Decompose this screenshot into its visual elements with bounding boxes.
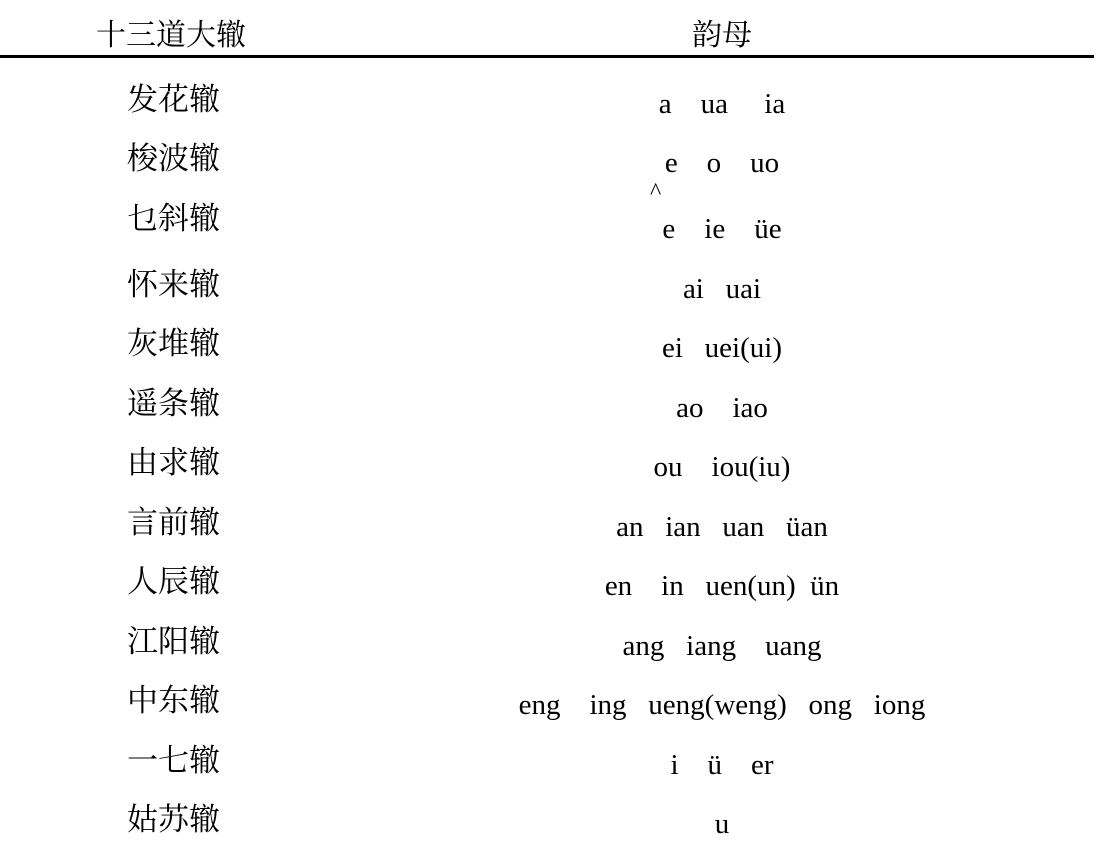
circumflex-mark: ^ bbox=[650, 179, 662, 205]
rhyme-finals: e ie üe bbox=[662, 213, 782, 245]
table-row bbox=[0, 265, 1099, 325]
rhyme-finals: ai uai bbox=[682, 273, 762, 305]
table-row bbox=[0, 443, 1099, 503]
table-row bbox=[0, 622, 1099, 682]
rhyme-category-name: 由求辙 bbox=[127, 445, 220, 481]
rhyme-category-name: 乜斜辙 bbox=[127, 201, 220, 237]
rhyme-category-name: 姑苏辙 bbox=[127, 802, 220, 838]
rhyme-finals: ou iou(iu) bbox=[653, 451, 791, 483]
table-row bbox=[0, 681, 1099, 741]
header-rhyme-category: 十三道大辙 bbox=[96, 18, 246, 53]
rhyme-finals: eng ing ueng(weng) ong iong bbox=[518, 689, 926, 721]
table-row bbox=[0, 800, 1099, 860]
rhyme-category-name: 梭波辙 bbox=[127, 141, 220, 177]
header-rule bbox=[0, 55, 1094, 58]
table-row bbox=[0, 562, 1099, 622]
rhyme-finals: a ua ia bbox=[658, 88, 786, 120]
rhyme-category-name: 江阳辙 bbox=[127, 624, 220, 660]
rhyme-finals: ang iang uang bbox=[622, 630, 822, 662]
rhyme-category-name: 灰堆辙 bbox=[127, 326, 220, 362]
rhyme-category-name: 中东辙 bbox=[127, 683, 220, 719]
rhyme-category-name: 发花辙 bbox=[127, 82, 220, 118]
table-row bbox=[0, 324, 1099, 384]
rhyme-category-name: 人辰辙 bbox=[127, 564, 220, 600]
rhyme-category-name: 一七辙 bbox=[127, 743, 220, 779]
table-row bbox=[0, 384, 1099, 444]
table-row bbox=[0, 741, 1099, 801]
header-finals: 韵母 bbox=[692, 18, 752, 53]
rhyme-finals: u bbox=[714, 808, 730, 840]
table-row bbox=[0, 199, 1099, 259]
rhyme-finals: e o uo bbox=[664, 147, 780, 179]
rhyme-category-name: 言前辙 bbox=[127, 505, 220, 541]
table-row bbox=[0, 139, 1099, 199]
rhyme-category-name: 怀来辙 bbox=[127, 267, 220, 303]
rhyme-finals: en in uen(un) ün bbox=[604, 570, 840, 602]
rhyme-finals: ei uei(ui) bbox=[662, 332, 782, 364]
rhyme-finals: i ü er bbox=[670, 749, 774, 781]
table-header bbox=[0, 0, 1099, 58]
rhyme-finals: ao iao bbox=[676, 392, 768, 424]
rhyme-category-name: 遥条辙 bbox=[127, 386, 220, 422]
rhyme-finals: an ian uan üan bbox=[616, 511, 828, 543]
table-row bbox=[0, 80, 1099, 140]
table-row bbox=[0, 503, 1099, 563]
